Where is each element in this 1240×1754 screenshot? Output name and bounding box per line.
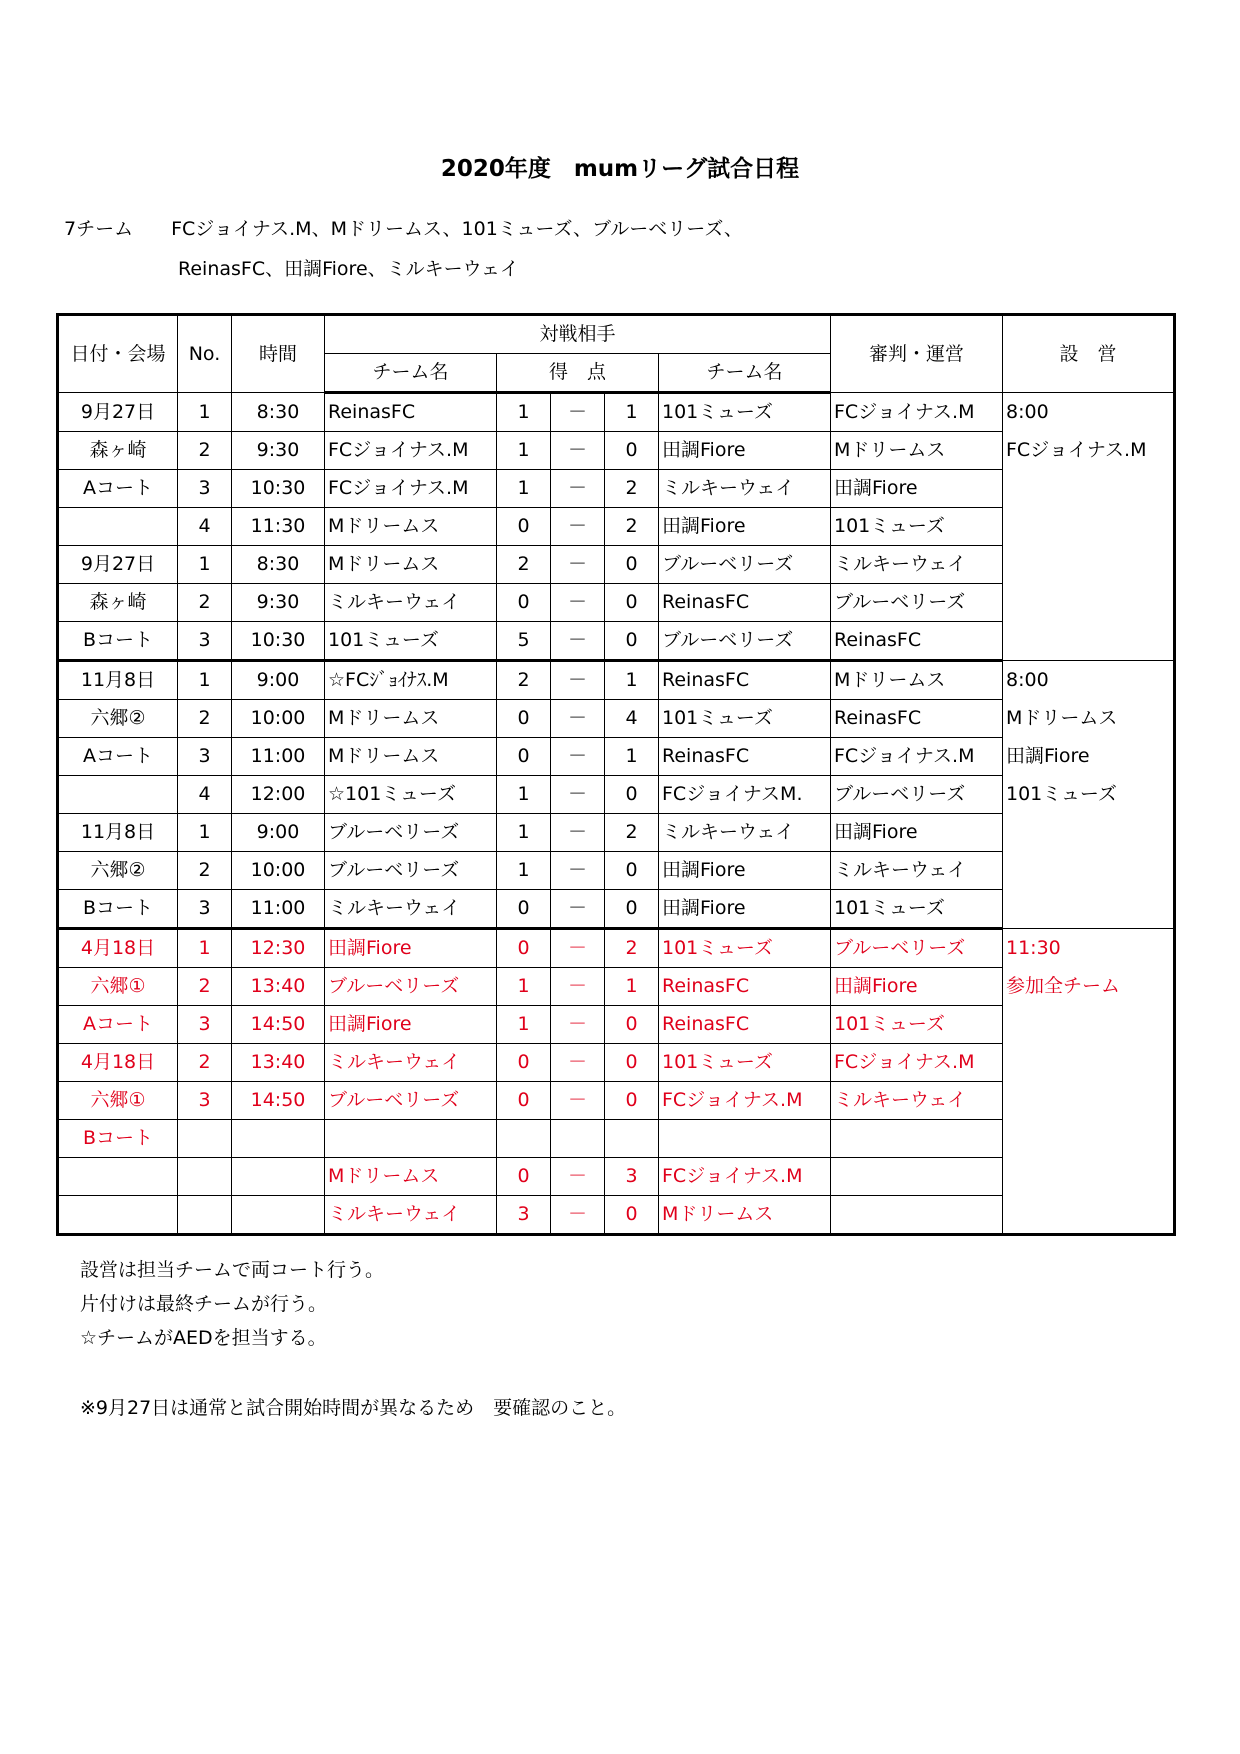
teams-list-line-2: ReinasFC、田調Fiore、ミルキーウェイ bbox=[178, 258, 519, 280]
setup-line: 101ミューズ bbox=[1006, 783, 1117, 805]
away-team-cell: Mドリームス bbox=[659, 1196, 831, 1235]
date-cell: 11月8日 bbox=[58, 814, 178, 852]
time-cell bbox=[232, 1120, 325, 1158]
referee-cell: ミルキーウェイ bbox=[831, 1082, 1003, 1120]
home-score-cell: 0 bbox=[497, 508, 551, 546]
header-opponent: 対戦相手 bbox=[325, 315, 831, 354]
header-team-name-home: チーム名 bbox=[325, 354, 497, 393]
away-score-cell: 0 bbox=[605, 1006, 659, 1044]
time-cell: 10:30 bbox=[232, 470, 325, 508]
referee-cell bbox=[831, 1196, 1003, 1235]
time-cell: 12:30 bbox=[232, 929, 325, 968]
date-cell bbox=[58, 776, 178, 814]
referee-cell: 101ミューズ bbox=[831, 890, 1003, 929]
away-score-cell: 0 bbox=[605, 1082, 659, 1120]
score-dash-cell: － bbox=[551, 776, 605, 814]
away-score-cell: 1 bbox=[605, 968, 659, 1006]
no-cell: 2 bbox=[178, 432, 232, 470]
date-cell: Bコート bbox=[58, 890, 178, 929]
score-dash-cell: － bbox=[551, 968, 605, 1006]
away-team-cell: 101ミューズ bbox=[659, 393, 831, 432]
setup-cell bbox=[1003, 661, 1175, 929]
header-time: 時間 bbox=[232, 315, 325, 393]
time-cell bbox=[232, 1158, 325, 1196]
time-cell: 10:00 bbox=[232, 700, 325, 738]
home-team-cell: Mドリームス bbox=[325, 508, 497, 546]
date-cell bbox=[58, 1196, 178, 1235]
time-cell: 9:30 bbox=[232, 432, 325, 470]
away-score-cell: 0 bbox=[605, 546, 659, 584]
home-score-cell: 2 bbox=[497, 661, 551, 700]
away-score-cell: 2 bbox=[605, 508, 659, 546]
referee-cell: ReinasFC bbox=[831, 700, 1003, 738]
date-cell: 9月27日 bbox=[58, 393, 178, 432]
home-score-cell: 1 bbox=[497, 432, 551, 470]
date-cell: 11月8日 bbox=[58, 661, 178, 700]
referee-cell: FCジョイナス.M bbox=[831, 1044, 1003, 1082]
away-team-cell: ReinasFC bbox=[659, 1006, 831, 1044]
setup-line: FCジョイナス.M bbox=[1006, 439, 1147, 461]
away-score-cell: 4 bbox=[605, 700, 659, 738]
score-dash-cell: － bbox=[551, 738, 605, 776]
score-dash-cell: － bbox=[551, 1044, 605, 1082]
referee-cell: 田調Fiore bbox=[831, 470, 1003, 508]
table-row bbox=[58, 393, 1175, 432]
no-cell: 2 bbox=[178, 968, 232, 1006]
home-score-cell: 0 bbox=[497, 1044, 551, 1082]
no-cell bbox=[178, 1158, 232, 1196]
away-team-cell: ミルキーウェイ bbox=[659, 470, 831, 508]
no-cell: 2 bbox=[178, 700, 232, 738]
home-team-cell: FCジョイナス.M bbox=[325, 432, 497, 470]
note-line: 設営は担当チームで両コート行う。 bbox=[80, 1259, 385, 1281]
table-row bbox=[58, 661, 1175, 700]
header-referee: 審判・運営 bbox=[831, 315, 1003, 393]
away-team-cell: 101ミューズ bbox=[659, 1044, 831, 1082]
home-score-cell: 0 bbox=[497, 1158, 551, 1196]
away-team-cell: ブルーベリーズ bbox=[659, 546, 831, 584]
header-no: No. bbox=[178, 315, 232, 393]
home-team-cell: FCジョイナス.M bbox=[325, 470, 497, 508]
home-team-cell: ブルーベリーズ bbox=[325, 968, 497, 1006]
away-team-cell: ReinasFC bbox=[659, 584, 831, 622]
home-score-cell bbox=[497, 1120, 551, 1158]
setup-line: Mドリームス bbox=[1006, 707, 1118, 729]
home-team-cell: 田調Fiore bbox=[325, 929, 497, 968]
away-score-cell: 0 bbox=[605, 852, 659, 890]
referee-cell: ミルキーウェイ bbox=[831, 852, 1003, 890]
home-score-cell: 0 bbox=[497, 584, 551, 622]
away-team-cell: ReinasFC bbox=[659, 661, 831, 700]
away-score-cell: 0 bbox=[605, 432, 659, 470]
score-dash-cell: － bbox=[551, 700, 605, 738]
away-score-cell: 2 bbox=[605, 470, 659, 508]
referee-cell bbox=[831, 1120, 1003, 1158]
away-team-cell: FCジョイナスM. bbox=[659, 776, 831, 814]
away-team-cell: ReinasFC bbox=[659, 968, 831, 1006]
home-team-cell: Mドリームス bbox=[325, 546, 497, 584]
time-cell: 9:00 bbox=[232, 814, 325, 852]
header-date-venue: 日付・会場 bbox=[58, 315, 178, 393]
no-cell: 4 bbox=[178, 508, 232, 546]
away-team-cell: FCジョイナス.M bbox=[659, 1158, 831, 1196]
away-score-cell: 0 bbox=[605, 890, 659, 929]
score-dash-cell: － bbox=[551, 814, 605, 852]
home-score-cell: 5 bbox=[497, 622, 551, 661]
date-cell: 森ヶ崎 bbox=[58, 432, 178, 470]
referee-cell: ブルーベリーズ bbox=[831, 776, 1003, 814]
no-cell: 2 bbox=[178, 1044, 232, 1082]
home-score-cell: 1 bbox=[497, 814, 551, 852]
home-team-cell: ミルキーウェイ bbox=[325, 890, 497, 929]
score-dash-cell: － bbox=[551, 1082, 605, 1120]
away-team-cell: 田調Fiore bbox=[659, 508, 831, 546]
referee-cell: ブルーベリーズ bbox=[831, 584, 1003, 622]
referee-cell: 田調Fiore bbox=[831, 968, 1003, 1006]
setup-cell bbox=[1003, 929, 1175, 1235]
note-line: 片付けは最終チームが行う。 bbox=[80, 1293, 328, 1315]
no-cell: 3 bbox=[178, 890, 232, 929]
home-score-cell: 0 bbox=[497, 890, 551, 929]
no-cell: 1 bbox=[178, 929, 232, 968]
home-score-cell: 0 bbox=[497, 1082, 551, 1120]
score-dash-cell: － bbox=[551, 584, 605, 622]
home-team-cell: ReinasFC bbox=[325, 393, 497, 432]
home-score-cell: 1 bbox=[497, 1006, 551, 1044]
teams-list-line-1: 7チーム FCジョイナス.M、Mドリームス、101ミューズ、ブルーベリーズ、 bbox=[64, 218, 743, 240]
away-team-cell: 田調Fiore bbox=[659, 890, 831, 929]
header-score: 得 点 bbox=[497, 354, 659, 393]
score-dash-cell: － bbox=[551, 508, 605, 546]
date-cell bbox=[58, 508, 178, 546]
referee-cell: Mドリームス bbox=[831, 432, 1003, 470]
time-cell: 10:00 bbox=[232, 852, 325, 890]
referee-cell: 101ミューズ bbox=[831, 1006, 1003, 1044]
no-cell: 3 bbox=[178, 1006, 232, 1044]
setup-line: 参加全チーム bbox=[1006, 975, 1121, 997]
date-cell: Aコート bbox=[58, 1006, 178, 1044]
date-cell: 六郷② bbox=[58, 852, 178, 890]
table-row bbox=[58, 929, 1175, 968]
away-score-cell: 0 bbox=[605, 776, 659, 814]
away-score-cell: 0 bbox=[605, 622, 659, 661]
home-team-cell: ブルーベリーズ bbox=[325, 814, 497, 852]
time-cell: 11:00 bbox=[232, 890, 325, 929]
time-cell: 8:30 bbox=[232, 393, 325, 432]
date-cell: 森ヶ崎 bbox=[58, 584, 178, 622]
score-dash-cell: － bbox=[551, 432, 605, 470]
time-cell: 12:00 bbox=[232, 776, 325, 814]
no-cell: 1 bbox=[178, 661, 232, 700]
home-score-cell: 0 bbox=[497, 929, 551, 968]
away-score-cell: 2 bbox=[605, 814, 659, 852]
away-team-cell: 101ミューズ bbox=[659, 700, 831, 738]
away-team-cell: ブルーベリーズ bbox=[659, 622, 831, 661]
score-dash-cell: － bbox=[551, 1158, 605, 1196]
date-cell: Bコート bbox=[58, 622, 178, 661]
setup-line: 8:00 bbox=[1006, 669, 1049, 691]
away-score-cell: 1 bbox=[605, 393, 659, 432]
home-score-cell: 1 bbox=[497, 776, 551, 814]
home-team-cell: ☆101ミューズ bbox=[325, 776, 497, 814]
referee-cell: FCジョイナス.M bbox=[831, 738, 1003, 776]
referee-cell: Mドリームス bbox=[831, 661, 1003, 700]
no-cell: 2 bbox=[178, 584, 232, 622]
away-team-cell: ReinasFC bbox=[659, 738, 831, 776]
home-team-cell: Mドリームス bbox=[325, 700, 497, 738]
away-team-cell bbox=[659, 1120, 831, 1158]
home-score-cell: 1 bbox=[497, 968, 551, 1006]
away-team-cell: 101ミューズ bbox=[659, 929, 831, 968]
date-cell: 9月27日 bbox=[58, 546, 178, 584]
no-cell bbox=[178, 1196, 232, 1235]
score-dash-cell: － bbox=[551, 661, 605, 700]
score-dash-cell: － bbox=[551, 393, 605, 432]
home-score-cell: 0 bbox=[497, 738, 551, 776]
note-line: ※9月27日は通常と試合開始時間が異なるため 要確認のこと。 bbox=[80, 1397, 627, 1419]
no-cell: 4 bbox=[178, 776, 232, 814]
home-team-cell: ミルキーウェイ bbox=[325, 1196, 497, 1235]
home-score-cell: 2 bbox=[497, 546, 551, 584]
home-team-cell: ブルーベリーズ bbox=[325, 852, 497, 890]
no-cell: 1 bbox=[178, 393, 232, 432]
score-dash-cell bbox=[551, 1120, 605, 1158]
home-score-cell: 1 bbox=[497, 852, 551, 890]
time-cell: 11:00 bbox=[232, 738, 325, 776]
score-dash-cell: － bbox=[551, 546, 605, 584]
no-cell: 3 bbox=[178, 622, 232, 661]
home-score-cell: 0 bbox=[497, 700, 551, 738]
setup-cell bbox=[1003, 393, 1175, 661]
away-score-cell: 1 bbox=[605, 738, 659, 776]
referee-cell: 101ミューズ bbox=[831, 508, 1003, 546]
header-team-name-away: チーム名 bbox=[659, 354, 831, 393]
home-team-cell: ☆FCｼﾞｮｲﾅｽ.M bbox=[325, 661, 497, 700]
no-cell: 1 bbox=[178, 814, 232, 852]
date-cell: Bコート bbox=[58, 1120, 178, 1158]
time-cell: 13:40 bbox=[232, 1044, 325, 1082]
score-dash-cell: － bbox=[551, 470, 605, 508]
referee-cell: ブルーベリーズ bbox=[831, 929, 1003, 968]
away-score-cell: 0 bbox=[605, 1044, 659, 1082]
time-cell: 13:40 bbox=[232, 968, 325, 1006]
page-title: 2020年度 mumリーグ試合日程 bbox=[440, 156, 800, 182]
time-cell: 8:30 bbox=[232, 546, 325, 584]
setup-line: 田調Fiore bbox=[1006, 745, 1090, 767]
home-team-cell: Mドリームス bbox=[325, 738, 497, 776]
score-dash-cell: － bbox=[551, 929, 605, 968]
date-cell: 4月18日 bbox=[58, 929, 178, 968]
away-score-cell: 0 bbox=[605, 1196, 659, 1235]
date-cell: 六郷① bbox=[58, 968, 178, 1006]
away-score-cell: 1 bbox=[605, 661, 659, 700]
away-score-cell: 0 bbox=[605, 584, 659, 622]
home-team-cell: ブルーベリーズ bbox=[325, 1082, 497, 1120]
away-team-cell: ミルキーウェイ bbox=[659, 814, 831, 852]
no-cell: 3 bbox=[178, 738, 232, 776]
no-cell bbox=[178, 1120, 232, 1158]
away-team-cell: 田調Fiore bbox=[659, 432, 831, 470]
home-team-cell: 101ミューズ bbox=[325, 622, 497, 661]
home-team-cell: ミルキーウェイ bbox=[325, 1044, 497, 1082]
score-dash-cell: － bbox=[551, 622, 605, 661]
time-cell: 11:30 bbox=[232, 508, 325, 546]
home-team-cell: Mドリームス bbox=[325, 1158, 497, 1196]
no-cell: 1 bbox=[178, 546, 232, 584]
header-setup: 設 営 bbox=[1003, 315, 1175, 393]
no-cell: 3 bbox=[178, 470, 232, 508]
home-score-cell: 1 bbox=[497, 393, 551, 432]
home-score-cell: 1 bbox=[497, 470, 551, 508]
time-cell: 14:50 bbox=[232, 1006, 325, 1044]
date-cell bbox=[58, 1158, 178, 1196]
date-cell: 4月18日 bbox=[58, 1044, 178, 1082]
time-cell: 9:00 bbox=[232, 661, 325, 700]
score-dash-cell: － bbox=[551, 890, 605, 929]
setup-line: 11:30 bbox=[1006, 937, 1061, 959]
time-cell bbox=[232, 1196, 325, 1235]
score-dash-cell: － bbox=[551, 1006, 605, 1044]
score-dash-cell: － bbox=[551, 1196, 605, 1235]
score-dash-cell: － bbox=[551, 852, 605, 890]
time-cell: 10:30 bbox=[232, 622, 325, 661]
away-score-cell: 2 bbox=[605, 929, 659, 968]
setup-line: 8:00 bbox=[1006, 401, 1049, 423]
referee-cell: ミルキーウェイ bbox=[831, 546, 1003, 584]
referee-cell: ReinasFC bbox=[831, 622, 1003, 661]
date-cell: Aコート bbox=[58, 738, 178, 776]
away-score-cell bbox=[605, 1120, 659, 1158]
away-team-cell: 田調Fiore bbox=[659, 852, 831, 890]
referee-cell: FCジョイナス.M bbox=[831, 393, 1003, 432]
note-line: ☆チームがAEDを担当する。 bbox=[80, 1327, 327, 1349]
schedule-table bbox=[56, 313, 1176, 1236]
home-team-cell bbox=[325, 1120, 497, 1158]
away-score-cell: 3 bbox=[605, 1158, 659, 1196]
referee-cell bbox=[831, 1158, 1003, 1196]
date-cell: Aコート bbox=[58, 470, 178, 508]
referee-cell: 田調Fiore bbox=[831, 814, 1003, 852]
no-cell: 2 bbox=[178, 852, 232, 890]
date-cell: 六郷① bbox=[58, 1082, 178, 1120]
no-cell: 3 bbox=[178, 1082, 232, 1120]
time-cell: 14:50 bbox=[232, 1082, 325, 1120]
time-cell: 9:30 bbox=[232, 584, 325, 622]
home-team-cell: ミルキーウェイ bbox=[325, 584, 497, 622]
date-cell: 六郷② bbox=[58, 700, 178, 738]
away-team-cell: FCジョイナス.M bbox=[659, 1082, 831, 1120]
home-score-cell: 3 bbox=[497, 1196, 551, 1235]
home-team-cell: 田調Fiore bbox=[325, 1006, 497, 1044]
